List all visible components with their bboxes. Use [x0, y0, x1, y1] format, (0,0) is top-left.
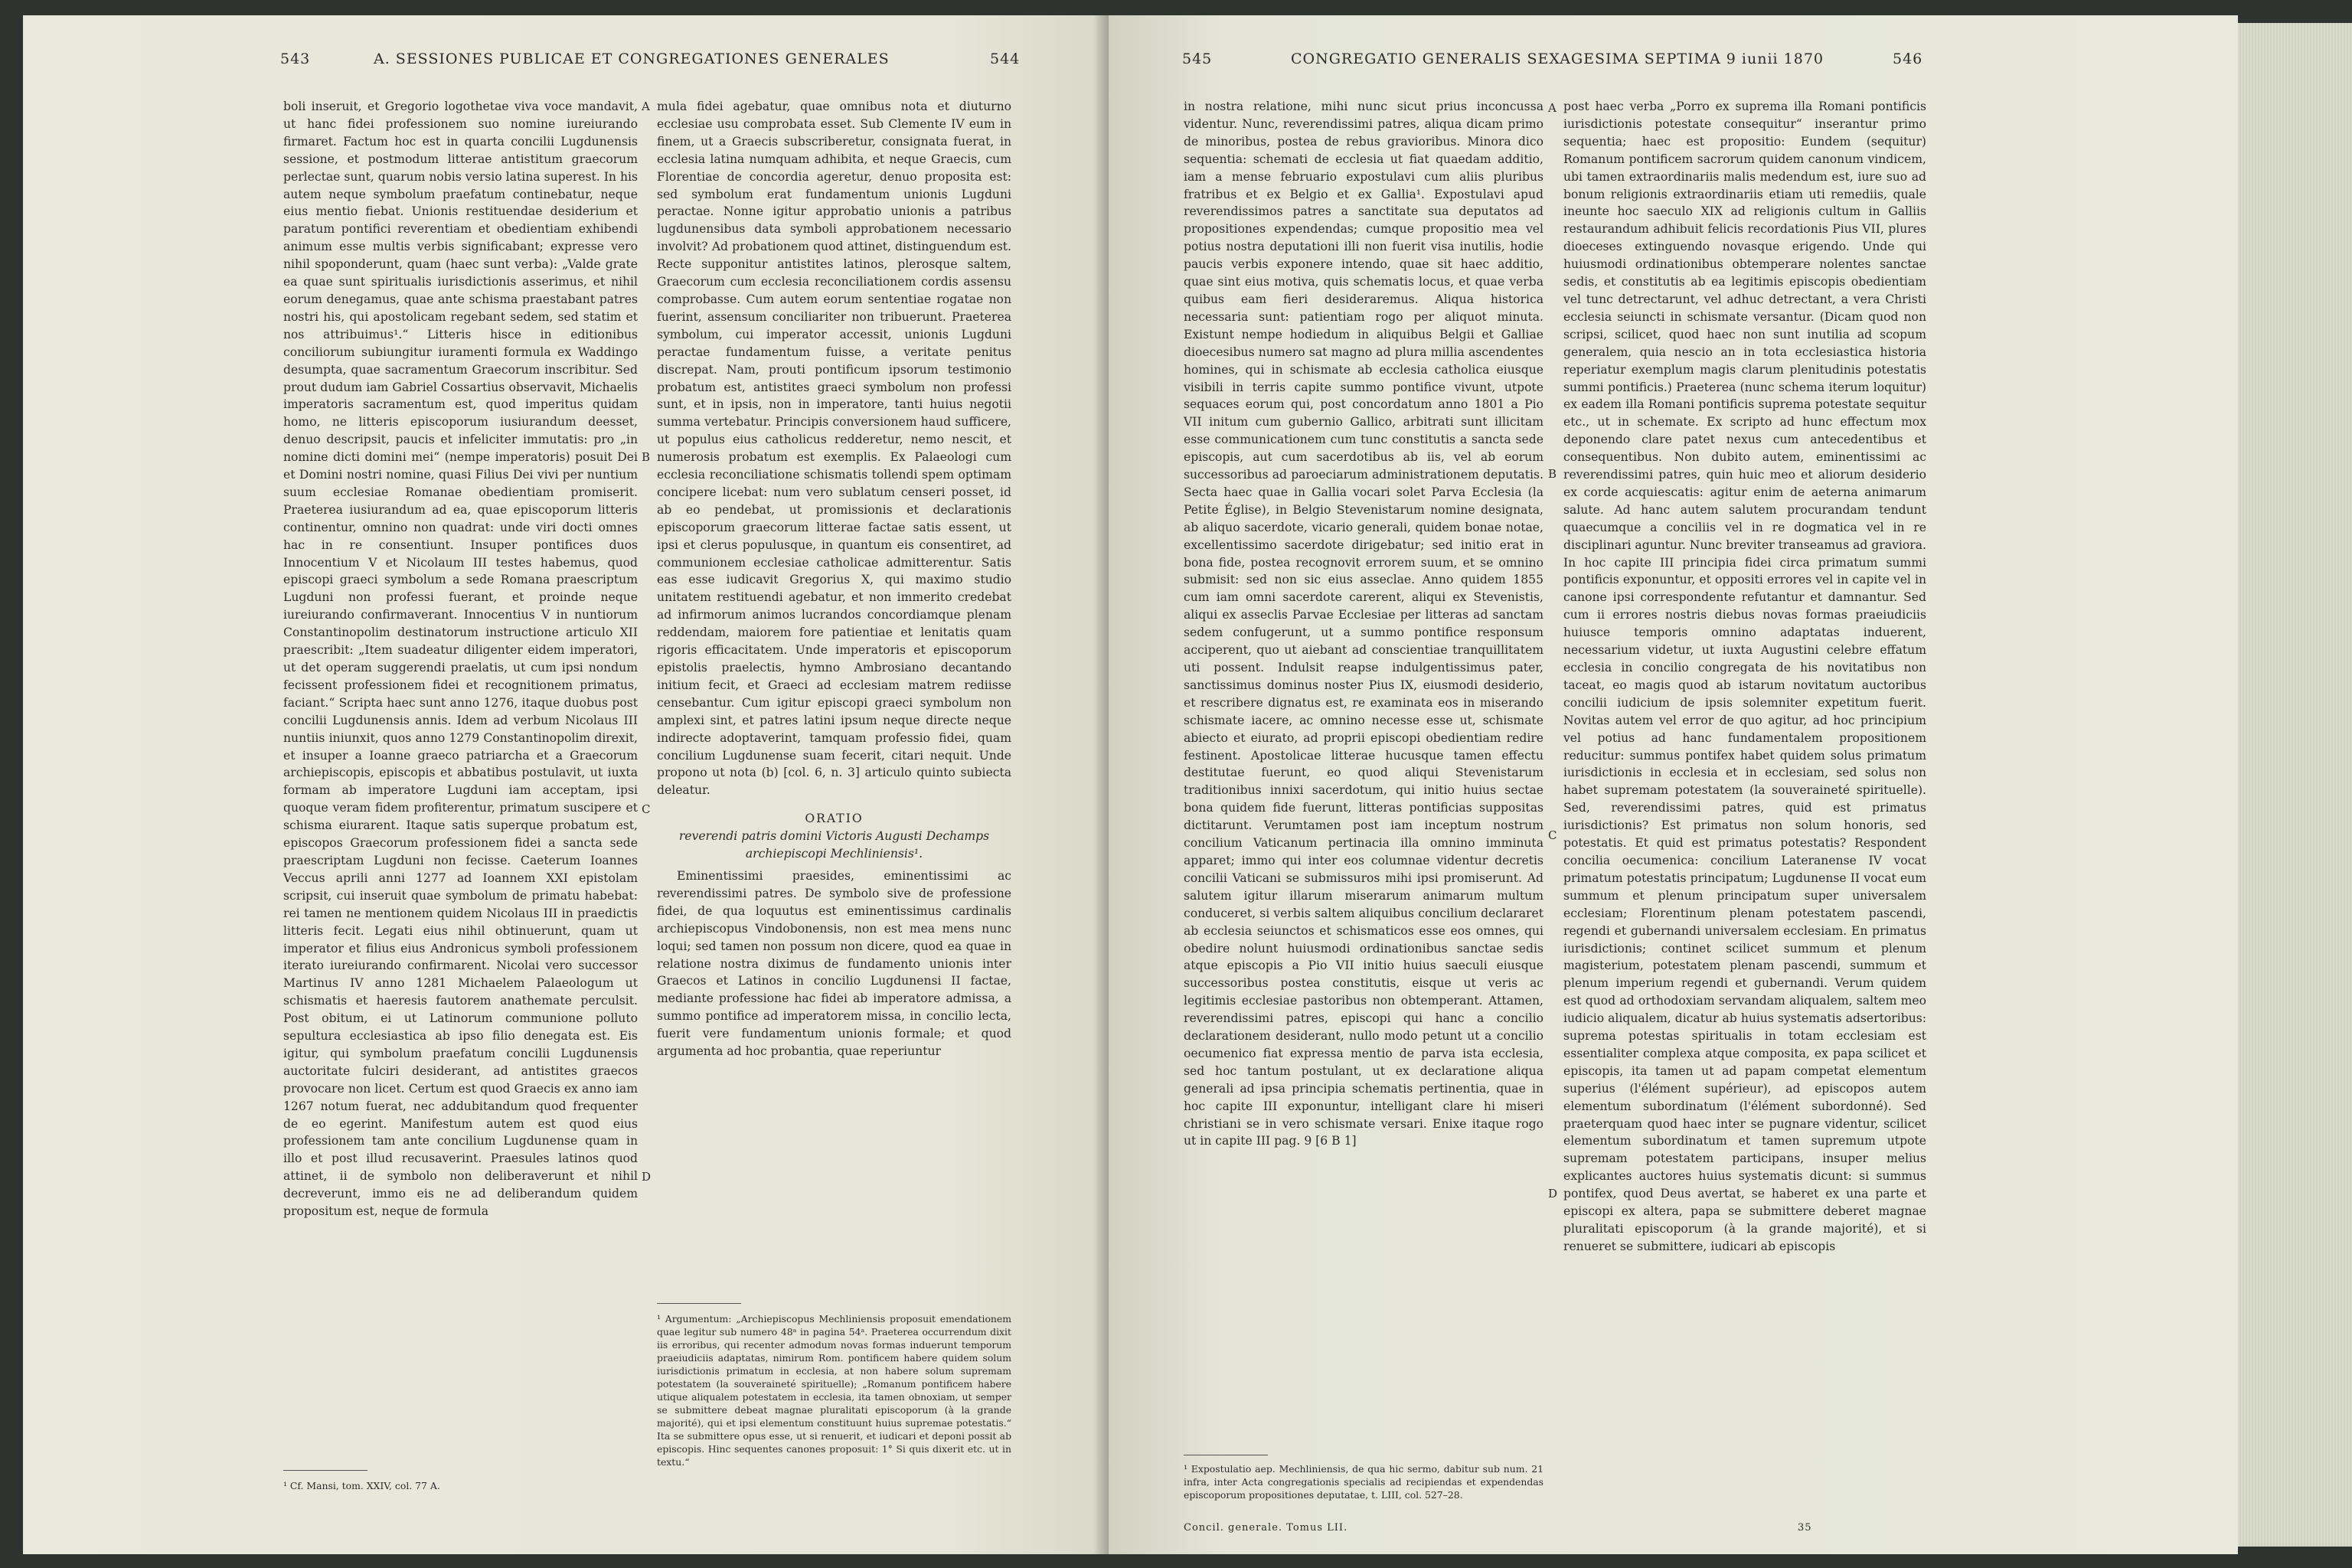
left-page [23, 15, 1110, 1554]
column-2 [657, 98, 1011, 1292]
column-2-text-a: mula fidei agebatur, quae omnibus nota et diuturno ecclesiae usu comprobata esset. Sub Clemente IV eum in finem, ut a Graecis subscriberetur, consignata fuerat, in ecclesia latina numquam adhibita, et neque Graecis, cum Florentiae de concordia ageretur, denuo proposita est: sed symbolum erat fundamentum unionis Lugduni peractae. Nonne igitur approbatio unionis a patribus lugdunensibus data symboli approbationem necessario involvit? Ad probationem quod attinet, distinguendum est. Recte supponitur antistites latinos, plerosque saltem, Graecorum cum ecclesia reconciliationem cordis assensu comprobasse. Cum autem eorum sententiae rogatae non fuerint, assensum conciliariter non tribuerunt. Praeterea symbolum, cui imperator accessit, unionis Lugduni peractae fundamentum fuisse, a veritate penitus discrepat. Nam, prouti pontificum ipsorum testimonio probatum est, antistites graeci symbolum non professi sunt, et in ipsis, non in imperatore, tanti huius negotii summa vertebatur. Principis conversionem haud sufficere, ut populus eius catholicus redderetur, nemo nescit, et numerosis probatum est exemplis. Ex Palaeologi cum ecclesia reconciliatione schismatis tollendi spem optimam concipere licebat: num vero sublatum censeri posset, id ab eo pendebat, ut promissionis et declarationis episcoporum graecorum litterae factae satis essent, ut ipsi et clerus populusque, in quantum eis consentiret, ad communionem ecclesiae catholicae admitterentur. Satis eas esse iudicavit Gregorius X, qui maximo studio unitatem restituendi agebatur, et non immerito credebat ad infirmorum animos lucrandos concordiamque plenam reddendam, maiorem fore patientiae et lenitatis quam rigoris efficacitatem. Unde imperatoris et episcoporum epistolis praelectis, hymno Ambrosiano decantando initium fecit, et Graeci ad ecclesiam matrem rediisse censebantur. Cum igitur episcopi graeci symbolum non amplexi sint, et patres latini ipsum neque directe neque indirecte adoptaverint, tamquam professio fidei, quam concilium Lugdunense suam fecerit, citari nequit. Unde propono ut nota (b) [col. 6, n. 3] articulo quinto subiecta deleatur. [657, 100, 1011, 798]
page-block-edge [2238, 23, 2352, 1547]
footnote-rule-col2 [657, 1303, 741, 1304]
footnote-rule-col1 [283, 1470, 368, 1471]
column-4 [1563, 98, 1926, 1522]
page-number-545: 545 [1182, 51, 1213, 67]
column-1-text: boli inseruit, et Gregorio logothetae viva voce mandavit, ut hanc fidei professionem suo nomine iureiurando firmaret. Factum hoc est in quarta concilii Lugdunensis sessione, et postmodum litterae antistitum graecorum perlectae sunt, quarum nobis versio latina superest. In his autem neque symbolum praefatum continebatur, neque eius mentio fiebat. Unionis restituendae desiderium et paratum pontifici reverentiam et obedientiam exhibendi animum esse multis verbis significabant; expresse vero nihil spoponderunt, quam (haec sunt verba): „Valde grate ea quae sunt spiritualis iurisdictionis asserimus, et nihil eorum denegamus, quae ante schisma praestabant patres nostri his, qui apostolicam regebant sedem, sed statim et nos attribuimus¹.“ Litteris hisce in editionibus conciliorum subiungitur iuramenti formula ex Waddingo desumpta, quae sacramentum Graecorum inscribitur. Sed prout dudum iam Gabriel Cossartius observavit, Michaelis imperatoris sacramentum est, quod imperitus quidam homo, ne litteris episcoporum iusiurandum deesset, denuo descripsit, paucis et infeliciter immutatis: pro „in nomine dicti domini mei“ (nempe imperatoris) posuit Dei et Domini nostri nomine, quasi Filius Dei vivi per nuntium suum ecclesiae Romanae obedientiam promiserit. Praeterea iusiurandum ad ea, quae episcoporum litteris continentur, omnino non quadrat: unde viri docti omnes hac in re consentiunt. Insuper pontifices duos Innocentium V et Nicolaum III testes habemus, quod episcopi graeci symbolum a sede Romana praescriptum Lugduni non professi fuerant, et proinde neque iureiurando confirmaverant. Innocentius V in nuntiorum Constantinopolim destinatorum instructione articulo XII praescribit: „Item suadeatur diligenter eidem imperatori, ut det operam suggerendi praelatis, ut cum ipsi nondum fecissent professionem fidei et recognitionem primatus, faciant.“ Scripta haec sunt anno 1276, itaque duobus post concilii Lugdunensis annis. Idem ad verbum Nicolaus III nuntiis iniunxit, quos anno 1279 Constantinopolim direxit, et insuper a Ioanne graeco patriarcha et a Graecorum archiepiscopis, episcopis et abbatibus postulavit, ut iuxta formam ab imperatore Lugduni iam acceptam, ipsi quoque veram fidem profiterentur, primatum suscipere et schisma eiurarent. Itaque satis superque probatum est, episcopos Graecorum professionem fidei a sancta sede praescriptam Lugduni non fecisse. Caeterum Ioannes Veccus aprili anni 1277 ad Ioannem XXI epistolam scripsit, cui inseruit quae symbolum de primatu habebat: rei tamen ne mentionem quidem Nicolaus III in praedictis litteris fecit. Legati eius nihil obtinuerunt, quam ut imperator et filius eius Andronicus symboli professionem iterato iureiurando confirmarent. Nicolai vero successor Martinus IV anno 1281 Michaelem Palaeologum ut schismatis et haeresis fautorem anathemate perculsit. Post obitum, ei ut Latinorum communione polluto sepultura ecclesiastica ab ipso filio denegata est. Eis igitur, qui symbolum praefatum concilii Lugdunensis auctoritate fulciri desiderant, ad antistites graecos provocare non licet. Certum est quod Graecis ex anno iam 1267 notum fuerat, nec addubitandum quod frequenter de eo egerint. Manifestum autem est quod eius professionem tam ante concilium Lugdunense quam in illo et post illud recusaverint. Praesules latinos quod attinet, ii de symbolo non deliberaverunt et nihil decreverunt, immo eis ne ad deliberandum quidem propositum est, neque de formula [283, 100, 638, 1219]
column-2-text-b: Eminentissimi praesides, eminentissimi ac reverendissimi patres. De symbolo sive de professione fidei, de qua loquutus est eminentissimus cardinalis archiepiscopus Vindobonensis, non est mea mens nunc loqui; sed tamen non possum non dicere, quod ea quae in relatione nostra diximus de fundamento unionis inter Graecos et Latinos in concilio Lugdunensi II factae, mediante professione hac fidei ab imperatore admissa, a summo pontifice ad imperatorem missa, in concilio lecta, fuerit vere fundamentum unionis formale; et quod argumenta ad hoc probantia, quae reperiuntur [657, 868, 1011, 1059]
column-3-text: in nostra relatione, mihi nunc sicut prius inconcussa videntur. Nunc, reverendissimi patres, aliqua dicam primo de minoribus, postea de rebus gravioribus. Minora dico sequentia: schemati de ecclesia ut fiat quaedam additio, iam a mense februario expostulavi cum aliis pluribus fratribus et ex Belgio et ex Gallia¹. Expostulavi apud reverendissimos patres a sanctitate sua deputatos ad propositiones expendendas; cumque propositio mea vel potius nostra deputationi illi non fuerit visa inutilis, hodie paucis verbis exponere intendo, quae sit haec additio, quae sint eius motiva, quis schematis locus, et quae verba quibus eam fieri desideraremus. Aliqua historica necessaria sunt: patientiam rogo per aliquot minuta. Existunt nempe hodiedum in aliquibus Belgii et Galliae dioecesibus numero sat magno ad plura millia ascendentes homines, qui in schismate ab ecclesia catholica eiusque visibili in terris capite summo pontifice vivunt, utpote sequaces eorum qui, post concordatum anno 1801 a Pio VII initum cum gubernio Gallico, arbitrati sunt illicitam esse communicationem cum tunc constitutis a sancta sede episcopis, aut cum sacerdotibus ab iis, vel ab eorum successoribus ad paroeciarum administrationem deputatis. Secta haec quae in Gallia vocari solet Parva Ecclesia (la Petite Église), in Belgio Stevenistarum nomine designata, ab aliquo sacerdote, vicario generali, quidem bonae notae, excellentissimo sacerdote dirigebatur; sed initio erat in bona fide, postea recognovit errorem suum, et se omnino submisit: sed non sic eius asseclae. Anno quidem 1855 cum iam omni sacerdote carerent, aliqui ex Stevenistis, aliqui ex asseclis Parvae Ecclesiae per litteras ad sanctam sedem confugerunt, ut a summo pontifice responsum acciperent, quo ut aiebant ad conscientiae tranquillitatem uti possent. Indulsit reapse indulgentissimus pater, sanctissimus dominus noster Pius IX, eiusmodi desiderio, et rescribere dignatus est, re examinata eos in miserando schismate iacere, ac omnino necesse esse ut, schismate abiecto et eiurato, ad proprii episcopi obedientiam redire festinent. Apostolicae litterae hucusque tamen effectu destitutae fuerunt, eo quod aliqui Stevenistarum traditionibus innixi sacerdotum, qui initio huius sectae bona quidem fide fuerunt, litteras pontificias suppositas dictitarunt. Verumtamen post iam inceptum nostrum concilium Vaticanum pertinacia illa omnino imminuta apparet; immo qui inter eos columnae videntur decretis concilii Vaticani se submissuros mihi ipsi promiserunt. Ad salutem igitur illarum miserarum animarum multum conduceret, si verbis saltem aliquibus concilium declararet ab ecclesia seiunctos et schismaticos esse eos omnes, qui obedire nolunt huiusmodi ordinationibus sanctae sedis atque episcopis a Pio VII initio huius saeculi eiusque successoribus postea constitutis, eisque ut veris ac legitimis ecclesiae pastoribus non obtemperant. Attamen, reverendissimi patres, episcopi qui hanc a concilio declarationem desiderant, nullo modo petunt ut a concilio oecumenico fiat expressa mentio de parva ista ecclesia, sed hoc tantum postulant, ut ex declaratione aliqua generali ad ipsa principia schematis pertinentia, quae in hoc capite III exponuntur, intelligant clare hi miseri christiani se in vero schismate versari. Enixe itaque rogo ut in capite III pag. 9 [6 B 1] [1184, 100, 1544, 1148]
oratio-subtitle: reverendi patris domini Victoris Augusti Dechamps archiepiscopi Mechliniensis¹. [678, 829, 990, 861]
page-number-544: 544 [990, 51, 1021, 67]
page-number-543: 543 [280, 51, 311, 67]
margin-letter-c: C [642, 802, 651, 816]
column-4-text: post haec verba „Porro ex suprema illa Romani pontificis iurisdictionis potestate consequitur“ inserantur primo sequentia; haec est propositio: Eundem (sequitur) Romanum pontificem sacrorum quidem canonum vindicem, ubi tamen extraordinariis malis medendum est, iure suo ad bonum religionis extraordinariis etiam uti remediis, quale ineunte hoc saeculo XIX ad religionis cultum in Galliis restaurandum adhibuit felicis recordationis Pius VII, plures dioeceses extinguendo novasque erigendo. Unde qui huiusmodi ordinationibus obtemperare nolentes sanctae sedis, et constitutis ab ea legitimis episcopis obedientiam vel tunc detrectarunt, vel adhuc detrectant, a vera Christi ecclesia seiuncti in schismate versantur. (Dicam quod non scripsi, scilicet, quod haec non sunt inutilia ad scopum generalem, quia nescio an in tota ecclesiastica historia reperiatur exemplum magis clarum plenitudinis potestatis summi pontificis.) Praeterea (nunc schema iterum loquitur) ex eadem illa Romani pontificis suprema potestate sequitur etc., ut in schemate. Ex scripto ad hunc effectum mox deponendo clare patet nexus cum antecedentibus et consequentibus. Non dubito autem, eminentissimi ac reverendissimi patres, quin huic meo et aliorum desiderio ex corde acquiescatis: agitur enim de aeterna animarum salute. Ad hanc autem salutem procurandam tendunt quaecumque a conciliis vel in re dogmatica vel in re disciplinari aguntur. Nunc breviter transeamus ad graviora. In hoc capite III principia fidei circa primatum summi pontificis exponuntur, et oppositi errores vel in capite vel in canone ipsi correspondente refutantur et damnantur. Sed cum ii errores nostris diebus novas formas praeiudiciis huiusce temporis omnino adaptatas induerent, necessarium videtur, ut iuxta Augustini celebre effatum ecclesia in concilio congregata de his novitatibus non taceat, eo magis quod ab istarum novitatum auctoribus concilii iudicium de ipsis solemniter expetitum fuerit. Novitas autem vel error de quo agitur, ad hoc principium vel potius ad hanc fundamentalem propositionem reducitur: summus pontifex habet quidem solus primatum iurisdictionis in ecclesia et in ecclesiam, sed solus non habet supremam potestatem (la souveraineté spirituelle). Sed, reverendissimi patres, quid est primatus iurisdictionis? Est primatus non solum honoris, sed potestatis. Et quid est primatus potestatis? Respondent concilia oecumenica: concilium Lateranense IV vocat primatum potestatis principatum; Lugdunense II vocat eum summum et plenum principatum super universalem ecclesiam; Florentinum plenam potestatem pascendi, regendi et gubernandi universalem ecclesiam. En primatus iurisdictionis; continet scilicet summum et plenum magisterium, potestatem plenam pascendi, summum et plenum imperium regendi et gubernandi. Verum quidem est quod ad orthodoxiam servandam aliqualem, saltem meo iudicio aliqualem, dicatur ab huius systematis adsertoribus: suprema potestas spiritualis in totam ecclesiam est essentialiter complexa atque composita, ex papa scilicet et episcopis, ita tamen ut ad papam competat elementum superius (l'élément supérieur), ad episcopos autem elementum subordinatum (l'élément subordonné). Sed praeterquam quod haec inter se pugnare videntur, scilicet elementum subordinatum et tamen supremum utpote supremam potestatem participans, insuper melius explicantes auctores huius systematis dicunt: si summus pontifex, quod Deus avertat, se haberet ex una parte et episcopi ex altera, papa se submittere deberet magnae pluralitati episcoporum (à la grande majorité), et si renueret se submittere, iudicari ab episcopis [1563, 100, 1926, 1253]
margin-letter-a-right: A [1548, 101, 1557, 115]
footer-signature: 35 [1798, 1522, 1812, 1534]
margin-letter-a: A [642, 100, 650, 113]
footnote-col3: ¹ Expostulatio aep. Mechliniensis, de qua hic sermo, dabitur sub num. 21 infra, inter Acta congregationis specialis ad recipiendas et expendendas episcoporum propositiones deputatae, t. LIII, col. 527–28. [1184, 1463, 1544, 1501]
footnote-col2: ¹ Argumentum: „Archiepiscopus Mechliniensis proposuit emendationem quae legitur sub numero 48ᵃ in pagina 54ᵃ. Praeterea occurrendum dixit iis erroribus, qui recenter admodum novas formas induerunt temporum praeiudiciis adaptatas, nimirum Rom. pontificem habere quidem solum iurisdictionis primatum in ecclesia, at non habere solum supremam potestatem (la souveraineté spirituelle); „Romanum pontificem habere utique aliqualem potestatem in ecclesia, ita tamen obnoxiam, ut semper se submittere debeat magnae pluralitati episcoporum (à la grande majorité), qui et ipsi elementum constituunt huius supremae potestatis.“ Ita se submittere opus esse, ut si renuerit, et iudicari et deponi possit ab episcopis. Hinc sequentes canones proposuit: 1° Si quis dixerit etc. ut in textu.“ [657, 1313, 1011, 1468]
running-head-right: CONGREGATIO GENERALIS SEXAGESIMA SEPTIMA 9 iunii 1870 [1291, 51, 1824, 67]
oratio-heading [657, 810, 1011, 863]
running-head-left: A. SESSIONES PUBLICAE ET CONGREGATIONES GENERALES [374, 51, 890, 67]
column-3 [1184, 98, 1544, 1446]
margin-letter-b: B [642, 450, 651, 464]
margin-letter-c-right: C [1548, 828, 1557, 842]
margin-letter-d-right: D [1548, 1187, 1558, 1200]
page-number-546: 546 [1893, 51, 1923, 67]
margin-letter-d: D [642, 1170, 652, 1184]
column-1 [283, 98, 638, 1461]
footer-volume: Concil. generale. Tomus LII. [1184, 1522, 1348, 1534]
oratio-title: ORATIO [805, 812, 864, 826]
right-page [1109, 15, 2238, 1554]
footnote-col1: ¹ Cf. Mansi, tom. XXIV, col. 77 A. [283, 1480, 440, 1491]
margin-letter-b-right: B [1548, 467, 1557, 481]
